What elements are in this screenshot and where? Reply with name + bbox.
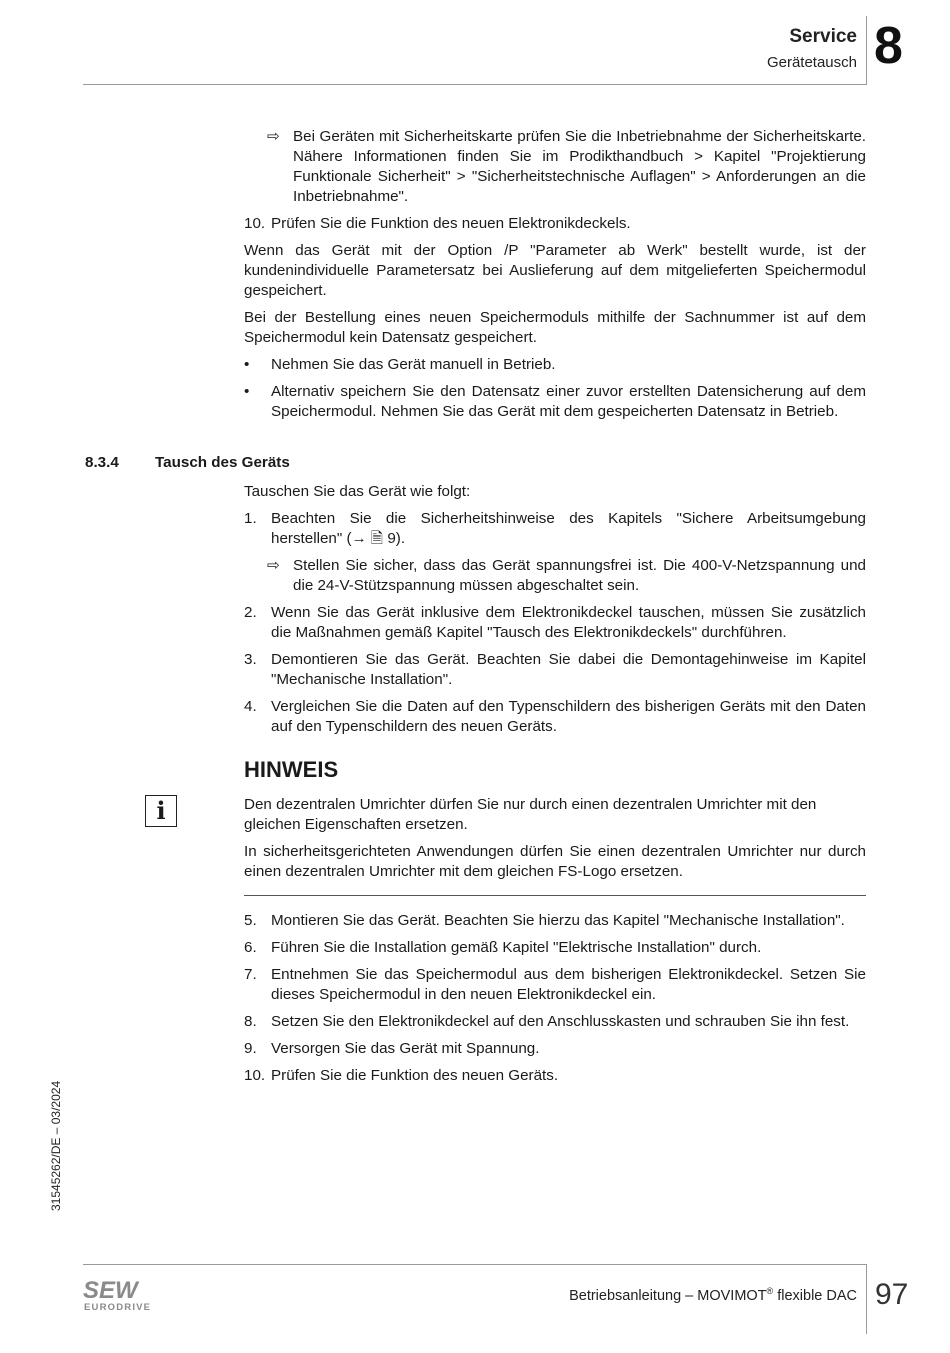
notice-box — [156, 795, 866, 896]
footer-divider — [83, 1264, 867, 1265]
step-number: 3. — [244, 651, 257, 668]
step-number: 2. — [244, 604, 257, 621]
step-number: 10. — [244, 215, 266, 232]
step-number: 5. — [244, 912, 257, 929]
section-number: 8.3.4 — [85, 454, 119, 471]
step-text: Vergleichen Sie die Daten auf den Typenschildern des bisherigen Geräts mit den Daten auf den Typenschildern des neuen Geräts. — [271, 698, 866, 735]
section-intro: Tauschen Sie das Gerät wie folgt: — [244, 483, 471, 500]
step-item — [244, 214, 866, 234]
arrow-text: Bei Geräten mit Sicherheitskarte prüfen Sie die Inbetriebnahme der Sicherheitskarte. Nähere Informationen finden Sie im Prodikthandbuch > Kapitel "Projektierung Funktionale Sicherheit" > "Sicherheitstechnische Auflagen" > Anforderungen an die Inbetriebnahme". — [293, 128, 866, 205]
registered-mark: ® — [766, 1286, 774, 1296]
section-heading — [85, 453, 866, 473]
footer-title-after: flexible DAC — [773, 1287, 857, 1304]
bullet-item — [244, 382, 866, 422]
step-item — [244, 1066, 866, 1086]
logo-top-text: SEW — [83, 1278, 138, 1304]
step-number: 9. — [244, 1040, 257, 1057]
header-title: Service — [789, 26, 857, 47]
step-text: Prüfen Sie die Funktion des neuen Geräts. — [271, 1067, 559, 1084]
step-number: 10. — [244, 1067, 266, 1084]
step-text: Setzen Sie den Elektronikdeckel auf den Anschlusskasten und schrauben Sie ihn fest. — [271, 1013, 850, 1030]
header-divider — [83, 84, 867, 85]
sew-eurodrive-logo — [83, 1278, 155, 1317]
arrow-right-icon: ⇨ — [267, 128, 280, 145]
step-item — [244, 1039, 866, 1059]
arrow-text: Stellen Sie sicher, dass das Gerät spannungsfrei ist. Die 400-V-Netzspannung und die 24-V-Stützspannung müssen abgeschaltet sein. — [293, 557, 866, 594]
notice-paragraph: Den dezentralen Umrichter dürfen Sie nur durch einen dezentralen Umrichter mit den gleichen Eigenschaften ersetzen. — [244, 796, 817, 833]
step-text: Entnehmen Sie das Speichermodul aus dem bisherigen Elektronikdeckel. Setzen Sie dieses Speichermodul in den neuen Elektronikdeckel ein. — [271, 966, 866, 1003]
step-item — [244, 697, 866, 737]
step-text: Beachten Sie die Sicherheitshinweise des Kapitels "Sichere Arbeitsumgebung herstellen" (→ 🗎 9). — [271, 510, 866, 547]
notice-paragraph: In sicherheitsgerichteten Anwendungen dürfen Sie einen dezentralen Umrichter nur durch einen dezentralen Umrichter mit dem gleichen FS-Logo ersetzen. — [244, 843, 866, 880]
header-divider-vertical — [866, 16, 867, 84]
bullet-item — [244, 355, 866, 375]
step-number: 4. — [244, 698, 257, 715]
step-text: Versorgen Sie das Gerät mit Spannung. — [271, 1040, 540, 1057]
step-item — [244, 509, 866, 549]
footer-divider-vertical — [866, 1264, 867, 1334]
bullet-text: Alternativ speichern Sie den Datensatz einer zuvor erstellten Datensicherung auf dem Speichermodul. Nehmen Sie das Gerät mit dem gespeicherten Datensatz in Betrieb. — [271, 383, 866, 420]
step-item — [244, 603, 866, 643]
chapter-number: 8 — [874, 17, 903, 75]
step-number: 1. — [244, 510, 257, 527]
step-number: 8. — [244, 1013, 257, 1030]
bullet-icon: • — [244, 383, 250, 400]
section-title: Tausch des Geräts — [155, 454, 290, 471]
step-text: Prüfen Sie die Funktion des neuen Elektronikdeckels. — [271, 215, 631, 232]
step-text: Führen Sie die Installation gemäß Kapitel "Elektrische Installation" durch. — [271, 939, 762, 956]
step-item — [244, 650, 866, 690]
step-number: 7. — [244, 966, 257, 983]
step-text: Wenn Sie das Gerät inklusive dem Elektronikdeckel tauschen, müssen Sie zusätzlich die Maßnahmen gemäß Kapitel "Tausch des Elektronikdeckels" durchführen. — [271, 604, 866, 641]
header-subtitle: Gerätetausch — [766, 54, 857, 71]
bullet-icon: • — [244, 356, 250, 373]
step-item — [244, 1012, 866, 1032]
result-arrow-item — [244, 127, 866, 207]
step-text: Montieren Sie das Gerät. Beachten Sie hierzu das Kapitel "Mechanische Installation". — [271, 912, 845, 929]
step-item — [244, 965, 866, 1005]
page-number: 97 — [875, 1278, 909, 1311]
footer-title-before: Betriebsanleitung – MOVIMOT — [569, 1287, 767, 1304]
step-text: Demontieren Sie das Gerät. Beachten Sie dabei die Demontagehinweise im Kapitel "Mechanische Installation". — [271, 651, 866, 688]
document-code: 31545262/DE – 03/2024 — [49, 1080, 63, 1211]
step-item — [244, 938, 866, 958]
notice-title: HINWEIS — [244, 757, 339, 782]
result-arrow-item — [244, 556, 866, 596]
main-content — [85, 127, 866, 1093]
bullet-text: Nehmen Sie das Gerät manuell in Betrieb. — [271, 356, 556, 373]
paragraph: Wenn das Gerät mit der Option /P "Parameter ab Werk" bestellt wurde, ist der kundenindividuelle Parametersatz bei Auslieferung auf dem mitgelieferten Speichermodul gespeichert. — [244, 242, 866, 299]
footer-document-title — [569, 1286, 857, 1304]
paragraph: Bei der Bestellung eines neuen Speichermoduls mithilfe der Sachnummer ist auf dem Speichermodul kein Datensatz gespeichert. — [244, 309, 866, 346]
arrow-right-icon: ⇨ — [267, 557, 280, 574]
info-icon: i — [145, 795, 177, 827]
step-number: 6. — [244, 939, 257, 956]
logo-bottom-text: EURODRIVE — [84, 1302, 150, 1312]
step-item — [244, 911, 866, 931]
